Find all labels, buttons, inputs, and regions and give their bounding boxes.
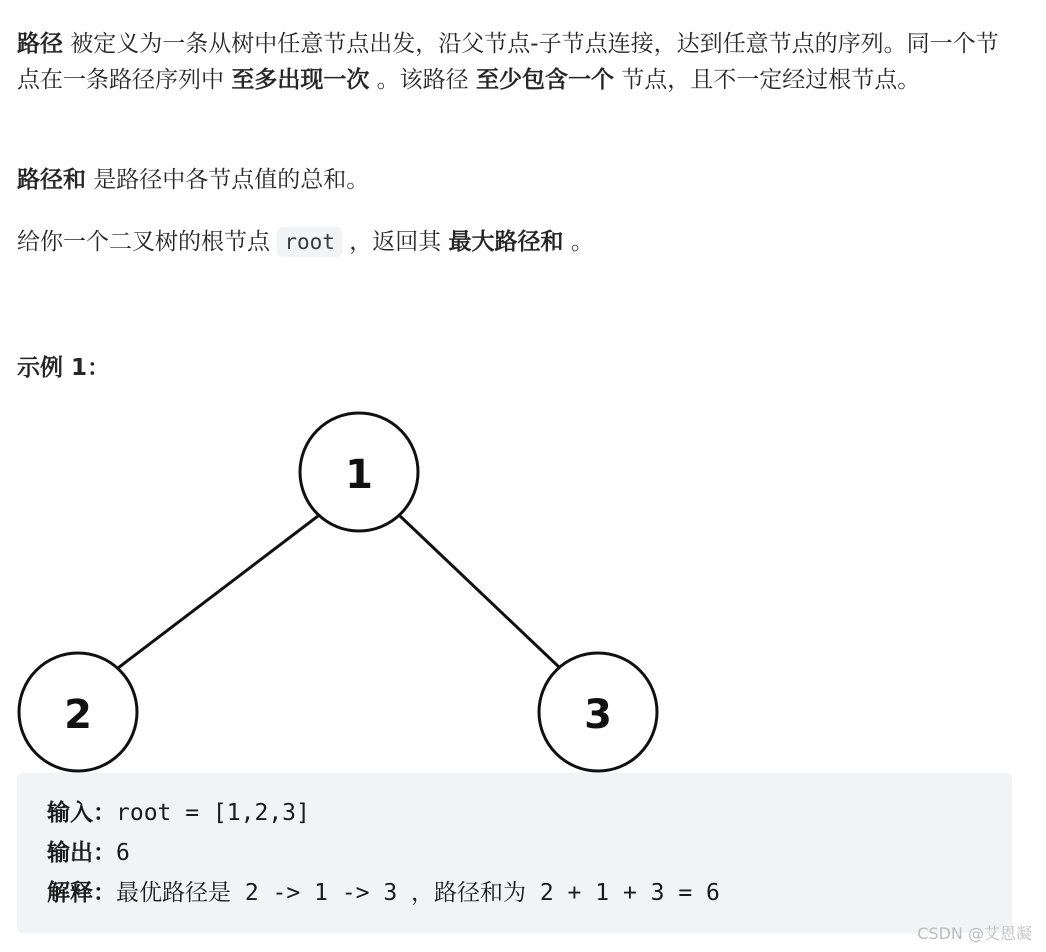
explanation-label: 解释： (47, 880, 116, 906)
inline-code-root: root (277, 227, 342, 257)
edge-root-right (400, 516, 560, 668)
path-definition-text: 被定义为一条从树中任意节点出发，沿父节点-子节点连接，达到任意节点的序列。同一个节点在一条路径序列中 (17, 31, 999, 93)
input-line (47, 793, 982, 833)
explanation-path: 2 -> 1 -> 3 (231, 880, 412, 906)
tree-node-left (19, 653, 137, 771)
emphasis-at-most-once: 至多出现一次 (231, 67, 370, 93)
example-code-block (17, 773, 1012, 933)
tree-node-root (300, 413, 418, 531)
task-text: 给你一个二叉树的根节点 (17, 229, 278, 255)
edge-root-left (118, 516, 318, 668)
problem-description (17, 26, 1017, 381)
term-path: 路径 (17, 31, 63, 57)
input-label: 输入： (47, 800, 116, 826)
term-path-sum: 路径和 (17, 167, 86, 193)
paragraph-path-sum (17, 162, 369, 198)
explanation-text: 最优路径是 (116, 880, 231, 906)
paragraph-task (17, 224, 594, 260)
path-definition-text-2: 。该路径 (369, 67, 476, 93)
node-label-left: 2 (64, 692, 92, 738)
path-definition-text-3: 节点，且不一定经过根节点。 (613, 67, 921, 93)
input-value: root = [1,2,3] (116, 800, 310, 826)
task-text-3: 。 (563, 229, 594, 255)
binary-tree-diagram (0, 400, 680, 780)
path-sum-text: 是路径中各节点值的总和。 (86, 167, 370, 193)
node-label-root: 1 (345, 452, 373, 498)
explanation-text-2: ，路径和为 (411, 880, 527, 906)
emphasis-max-path-sum: 最大路径和 (448, 229, 564, 255)
output-value: 6 (116, 840, 130, 866)
tree-node-right (539, 653, 657, 771)
csdn-watermark: CSDN @艾恩凝 (917, 924, 1032, 943)
explanation-line (47, 873, 982, 913)
explanation-sum: 2 + 1 + 3 = 6 (526, 880, 720, 906)
emphasis-at-least-one: 至少包含一个 (475, 67, 614, 93)
tree-svg (0, 400, 680, 780)
paragraph-path-definition (17, 26, 1012, 98)
example-title: 示例 1： (17, 355, 111, 381)
task-text-2: ，返回其 (341, 229, 449, 255)
output-line (47, 833, 982, 873)
output-label: 输出： (47, 840, 116, 866)
node-label-right: 3 (584, 692, 612, 738)
